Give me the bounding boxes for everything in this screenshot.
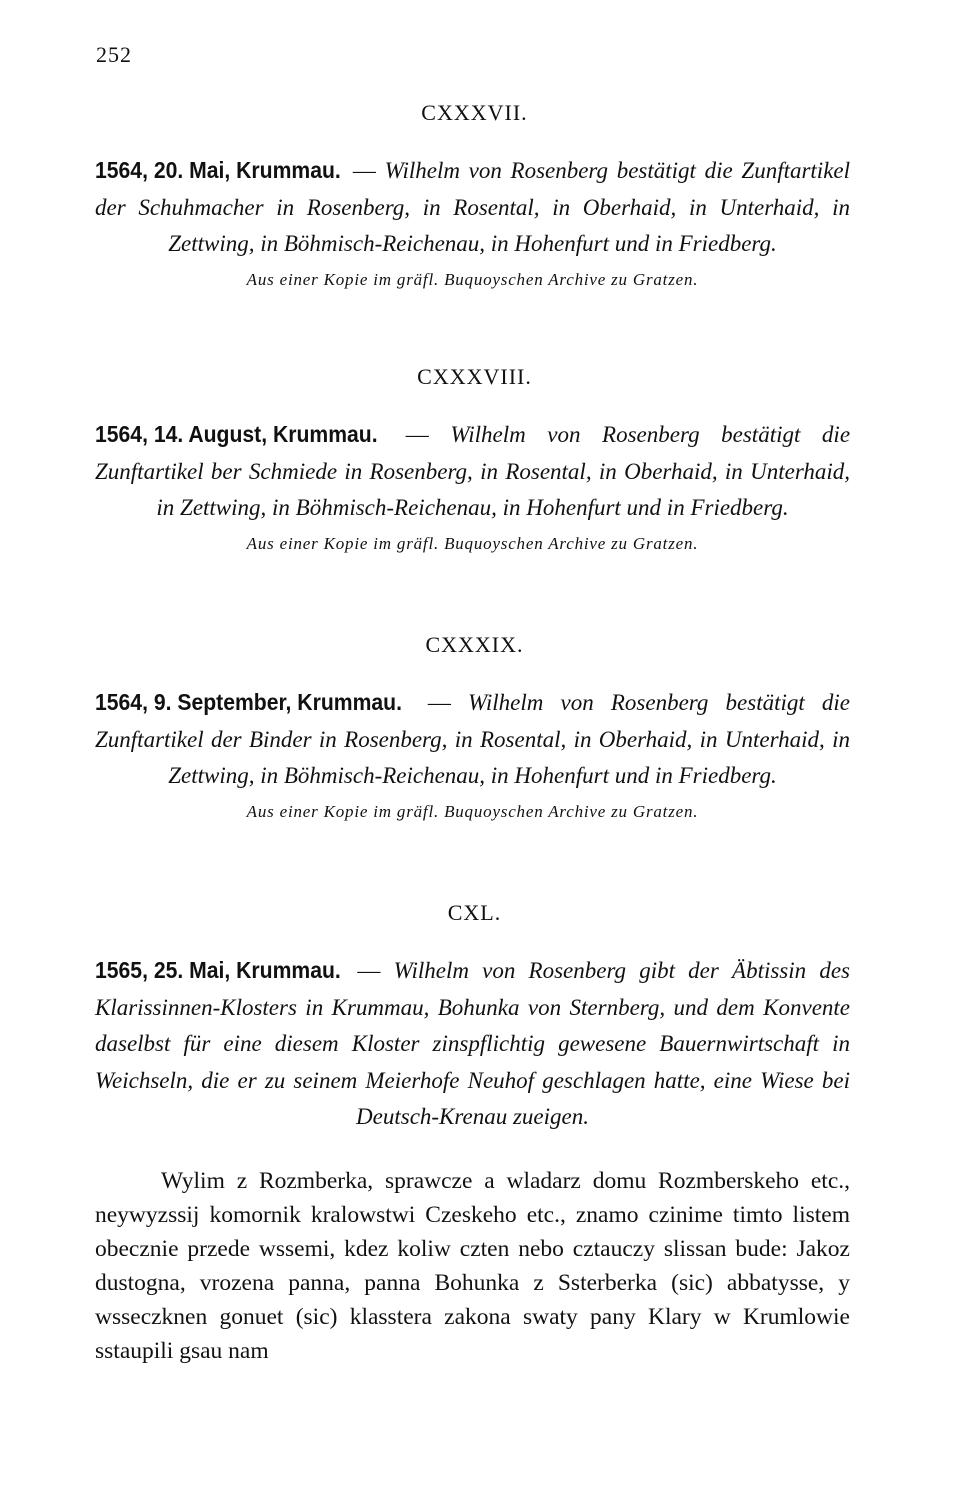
entry-summary: Wilhelm von Rosenberg bestätigt die Zunftartikel der Binder in Rosenberg, in Rosental, in Oberhaid, in Unterhaid, in Zettwing, in Böhmisch-Reichenau, in Hohenfurt und in Friedberg. [95,690,851,788]
entry-source: Aus einer Kopie im gräfl. Buquoyschen Archive zu Gratzen. [246,269,699,289]
entry-heading [95,684,850,795]
entry-date: 1564, 14. August, Krummau. [95,421,378,447]
entry-summary: Wilhelm von Rosenberg bestätigt die Zunftartikel der Schuhmacher in Rosenberg, in Rosental, in Oberhaid, in Unterhaid, in Zettwing, in Böhmisch-Reichenau, in Hohenfurt und in Friedberg. [95,158,851,256]
entry-dash: — [427,690,451,715]
page-number: 252 [96,42,132,67]
entry-numeral: CXXXIX. [425,632,524,657]
entry-date: 1565, 25. Mai, Krummau. [95,957,341,983]
entry-cxxxviii [95,364,850,554]
entry-source: Aus einer Kopie im gräfl. Buquoyschen Archive zu Gratzen. [246,533,699,553]
entry-numeral: CXXXVII. [421,100,528,125]
entry-summary: Wilhelm von Rosenberg gibt der Äbtissin des Klarissinnen-Klosters in Krummau, Bohunka von Sternberg, und dem Konvente daselbst für eine diesem Kloster zinspflichtig gewesene Bauernwirtschaft in Weichseln, die er zu seinem Meierhofe Neuhof geschlagen hatte, eine Wiese bei Deutsch-Krenau zueigen. [95,958,850,1129]
entry-dash: — [357,958,381,983]
entry-heading [95,952,850,1136]
entry-date: 1564, 9. September, Krummau. [95,689,402,715]
entry-cxxxvii [95,100,850,290]
entry-dash: — [352,158,376,183]
entry-dash: — [405,422,429,447]
entry-numeral: CXL. [447,900,502,925]
entry-cxl [95,900,850,1136]
entry-heading [95,416,850,527]
entry-numeral: CXXXVIII. [417,364,532,389]
entry-heading [95,152,850,263]
entry-date: 1564, 20. Mai, Krummau. [95,157,341,183]
charter-text: Wylim z Rozmberka, sprawcze a wladarz domu Rozmberskeho etc., neywyzssij komornik kralowstwi Czeskeho etc., znamo czinime timto listem obecznie przede wssemi, kdez koliw czten nebo cztauczy slissan bude: Jakoz dustogna, vrozena panna, panna Bohunka z Ssterberka (sic) abbatysse, y wsseczknen gonuet (sic) klasstera zakona swaty pany Klary w Krumlowie sstaupili gsau nam [95,1168,850,1364]
entry-source: Aus einer Kopie im gräfl. Buquoyschen Archive zu Gratzen. [246,801,699,821]
entry-summary: Wilhelm von Rosenberg bestätigt die Zunftartikel ber Schmiede in Rosenberg, in Rosental, in Oberhaid, in Unterhaid, in Zettwing, in Böhmisch-Reichenau, in Hohenfurt und in Friedberg. [95,422,851,520]
entry-cxxxix [95,632,850,822]
